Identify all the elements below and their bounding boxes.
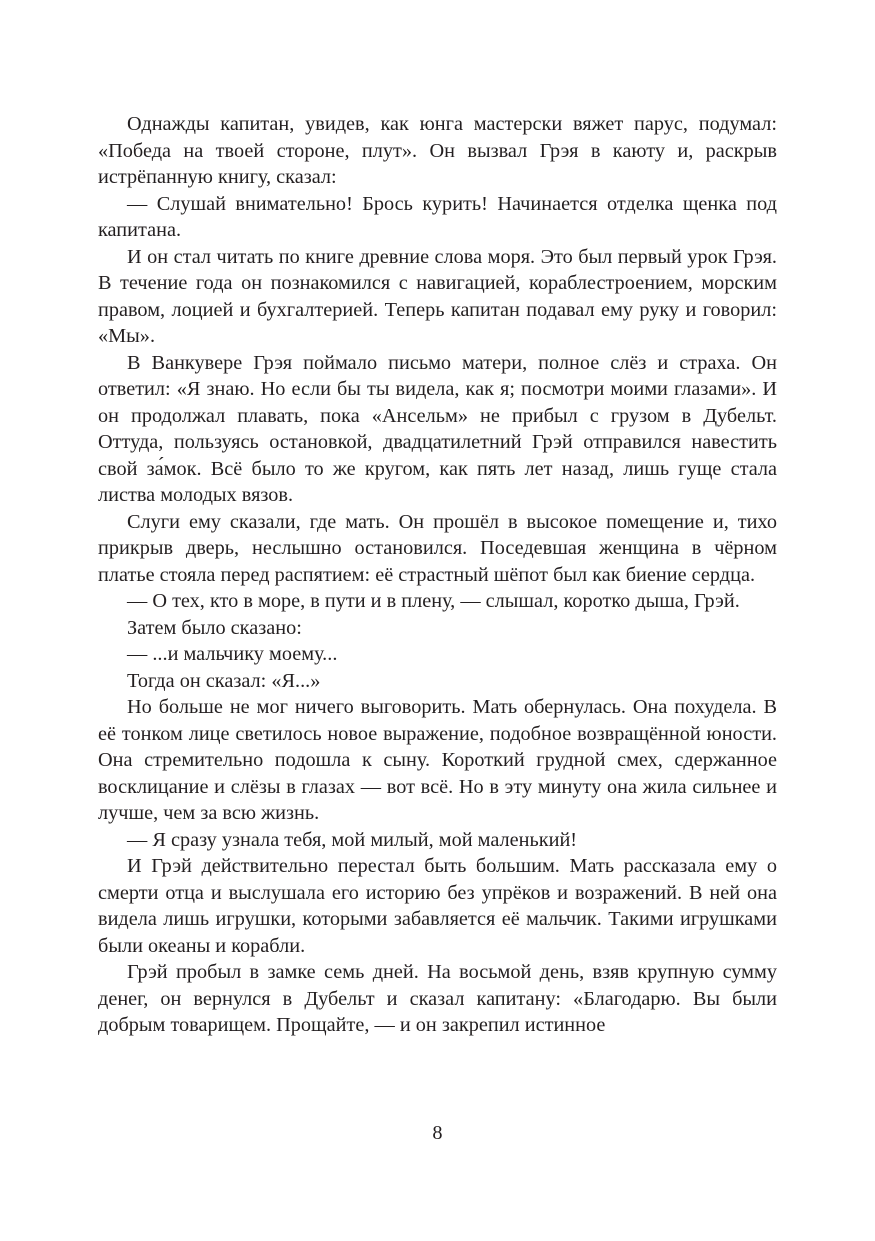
paragraph-9: Тогда он сказал: «Я...» — [127, 669, 321, 692]
paragraph-8: — ...и мальчику моему... — [127, 643, 338, 665]
paragraph-3: И он стал читать по книге древние слова моря. Это был первый урок Грэя. В течение года он познакомился с навигацией, кораблестроением, морским правом, лоцией и бухгалтерией. Теперь капитан подавал ему руку и говорил: «Мы». — [98, 245, 777, 347]
paragraph-13: Грэй пробыл в замке семь дней. На восьмой день, взяв крупную сумму денег, он вернулся в Дубельт и сказал капитану: «Благодарю. Вы были добрым товарищем. Прощайте, — и он закрепил истинное — [98, 961, 777, 1036]
paragraph-1: Однажды капитан, увидев, как юнга мастерски вяжет парус, подумал: «Победа на твоей стороне, плут». Он вызвал Грэя в каюту и, раскрыв истрёпанную книгу, сказал: — [98, 113, 777, 188]
page-body — [98, 111, 777, 1039]
paragraph-7: Затем было сказано: — [127, 616, 302, 639]
paragraph-5: Слуги ему сказали, где мать. Он прошёл в высокое помещение и, тихо прикрыв дверь, неслышно остановился. Поседевшая женщина в чёрном платье стояла перед распятием: её страстный шёпот был как биение сердца. — [98, 510, 777, 586]
paragraph-6: — О тех, кто в море, в пути и в плену, — слышал, коротко дыша, Грэй. — [127, 590, 740, 612]
paragraph-12: И Грэй действительно перестал быть большим. Мать рассказала ему о смерти отца и выслушала его историю без упрёков и возражений. В ней она видела лишь игрушки, которыми забавляется её мальчик. Такими игрушками были океаны и корабли. — [98, 855, 777, 957]
paragraph-10: Но больше не мог ничего выговорить. Мать обернулась. Она похудела. В её тонком лице светилось новое выражение, подобное возвращённой юности. Она стремительно подошла к сыну. Короткий грудной смех, сдержанное восклицание и слёзы в глазах — вот всё. Но в эту минуту она жила сильнее и лучше, чем за всю жизнь. — [98, 696, 777, 824]
paragraph-4: В Ванкувере Грэя поймало письмо матери, полное слёз и страха. Он ответил: «Я знаю. Но если бы ты видела, как я; посмотри моими глазами». И он продолжал плавать, пока «Ансельм» не прибыл с грузом в Дубельт. Оттуда, пользуясь остановкой, двадцатилетний Грэй отправился навестить свой за́мок. Всё было то же кругом, как пять лет назад, лишь гуще стала листва молодых вязов. — [98, 351, 777, 506]
paragraph-2: — Слушай внимательно! Брось курить! Начинается отделка щенка под капитана. — [98, 192, 777, 241]
paragraph-11: — Я сразу узнала тебя, мой милый, мой маленький! — [127, 828, 578, 851]
page-number: 8 — [432, 1122, 443, 1144]
